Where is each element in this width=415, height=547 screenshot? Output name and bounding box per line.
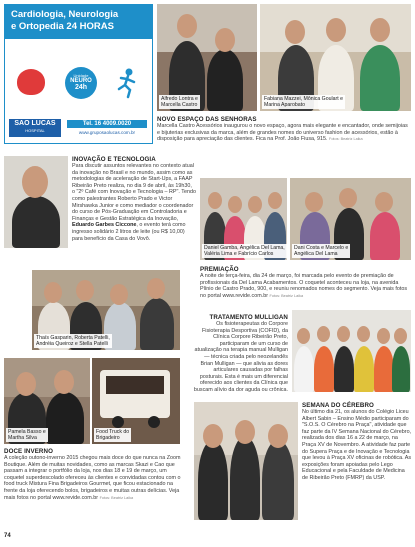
photo-credit: Fotos: Beatriz Laika (329, 137, 363, 142)
photo-credit: Fotos: Beatriz Laika (269, 293, 304, 298)
article-inovacao (72, 156, 196, 242)
ad-headline: Cardiologia, Neurologia e Ortopedia 24 HORAS (11, 9, 119, 32)
badge-line3: 24h (74, 84, 88, 91)
article-doce (4, 448, 184, 501)
photo-ciccone (4, 156, 68, 248)
page-number: 74 (4, 533, 11, 539)
photo-caption: Thaís Gasparin, Roberta Patelli, Andréia Queiroz e Stella Patelli (36, 335, 110, 347)
photo-caption: Food Truck do Brigadeiro (96, 429, 130, 441)
article-body: A coleção outono-inverno 2015 chegou mais doce do que nunca na Zoom Boutique. Além de muitas novidades, como as marcas Skazi e Cao que passam a integrar o portfólio da loja, nos dias 18 e 19 de março, um coquetel superdescolado ofereceu às clientes e convidadas contou com o food truck Mistura Fina Brigadeiros Gourmet, que ficou estacionado na frente da loja oferecendo bolos, brigadeiros e muitas outras delícias. Veja mais fotos no portal www.revide.com.br (4, 455, 181, 501)
photo-caption: Fabiana Mazzei, Mônica Goulart e Marina Aparobato (264, 96, 344, 108)
article-title: NOVO ESPAÇO DAS SENHORAS (157, 116, 257, 123)
article-body: A noite de terça-feira, dia 24 de março, foi marcada pelo evento de premiação de profissionais da Del Lama Acabamentos. O coquetel aconteceu na loja, na avenida Plínio de Castro Prado, 900, e reuniu renomados nomes do segmento. Veja mais fotos no portal www.revide.com.br (200, 273, 408, 299)
hospital-ad (4, 4, 153, 144)
hospital-logo (9, 119, 61, 137)
phone-number: Tel. 16 4009.0020 (67, 120, 147, 128)
article-premiacao (200, 266, 411, 299)
photo-gamba (200, 178, 287, 260)
article-body: Marcella Castro Acessórios inaugurou o novo espaço, agora mais elegante e encantador, onde semijoias e bijuterias exclusivas da marca, além de grandes nomes do universo fashion de acessórios, estão à disposição para apreciação das clientes. Fica na Prof. João Fiusa, 915. (157, 123, 408, 143)
photo-caption: Dani Costa e Marcelo e Angélica Del Lama (294, 245, 349, 257)
neuro-badge (65, 67, 97, 99)
photo-castro (157, 4, 257, 111)
photo-foodtruck (92, 358, 180, 444)
photo-caption: Pamela Basso e Martha Silva (8, 429, 46, 441)
badge-line2: NEURO (70, 78, 92, 84)
person-name: Eduardo Garbes Ciccone (72, 222, 137, 229)
logo-text: SAO LUCAS (14, 120, 56, 127)
article-mulligan (192, 314, 288, 394)
runner-icon (115, 67, 139, 99)
heart-icon (17, 69, 45, 95)
photo-costa (290, 178, 411, 260)
photo-cerebro (194, 402, 298, 520)
photo-mazzei (260, 4, 411, 111)
article-body-a: Para discutir assuntos relevantes no contexto atual da inovação no Brasil e no mundo, assim como as metodologias de aceleração de Start-Ups, a FAAP Ribeirão Preto realiza, no dia 9 de abril, às 19h30, o "2º Café com Inovação e Tecnologia – RP". Tendo como palestrantes Roberto Prado e Victor Mirshawka Junior e como mediador o coordenador do curso de Pós-Graduação em Controladoria e Finanças e Gestão Estratégica da Inovação, (72, 163, 196, 222)
photo-caption: Daniel Gamba, Angélica Del Lama, Valéria Lima e Fabrício Carlos (204, 245, 285, 257)
article-body: No último dia 21, os alunos do Colégio Liceu Albert Sabin – Ensino Médio participaram do "S.O.S. O Cérebro na Praça", atividade que faz parte da IV Semana Nacional do Cérebro, realizada dos dias 16 a 22 de março, na Praça XV de Novembro. A atividade faz parte do Supera Praça e de Inovação e Tecnologia que levou à Praça XV oficinas de robótica. As exposições foram apoiadas pelo Lego Educacional e pela Faculdade de Medicina de Ribeirão Preto (FMRP) da USP. (302, 409, 412, 481)
article-body: Os fisioterapeutas do Corpore Fisioterapia Desportiva (COFID), da Clínica Corpore Ribeirão Preto, participaram de um curso de atualização na terapia manual Mulligan — técnica criada pelo neozelandês Brian Mulligan — que alivia as dores articulares causadas por falhas posturais. Esta é mais um diferencial oferecido aos clientes da Clínica que buscam alívio da dor aguda ou crônica. (193, 321, 288, 393)
article-title: TRATAMENTO MULLIGAN (209, 314, 288, 321)
photo-mulligan (292, 310, 411, 392)
article-title: INOVAÇÃO E TECNOLOGIA (72, 156, 156, 163)
article-title: SEMANA DO CÉREBRO (302, 402, 374, 409)
badge-line1: Unidade (73, 73, 89, 78)
article-body-b: , o evento terá como ingresso solidário 2 litros de leite (ou R$ 10,00) para benefício da Casa do Vovô. (72, 222, 186, 242)
photo-credit: Fotos: Beatriz Laika (99, 495, 134, 500)
photo-gasparin (32, 270, 180, 350)
article-espaco (157, 116, 411, 143)
article-title: DOCE INVERNO (4, 448, 53, 455)
logo-sub: HOSPITAL (25, 128, 45, 133)
website: www.gruposaolucas.com.br (78, 130, 136, 135)
article-title: PREMIAÇÃO (200, 266, 239, 273)
article-cerebro (302, 402, 412, 482)
photo-basso (4, 358, 90, 444)
photo-caption: Alfredo Lontra e Marcella Castro (161, 96, 198, 108)
